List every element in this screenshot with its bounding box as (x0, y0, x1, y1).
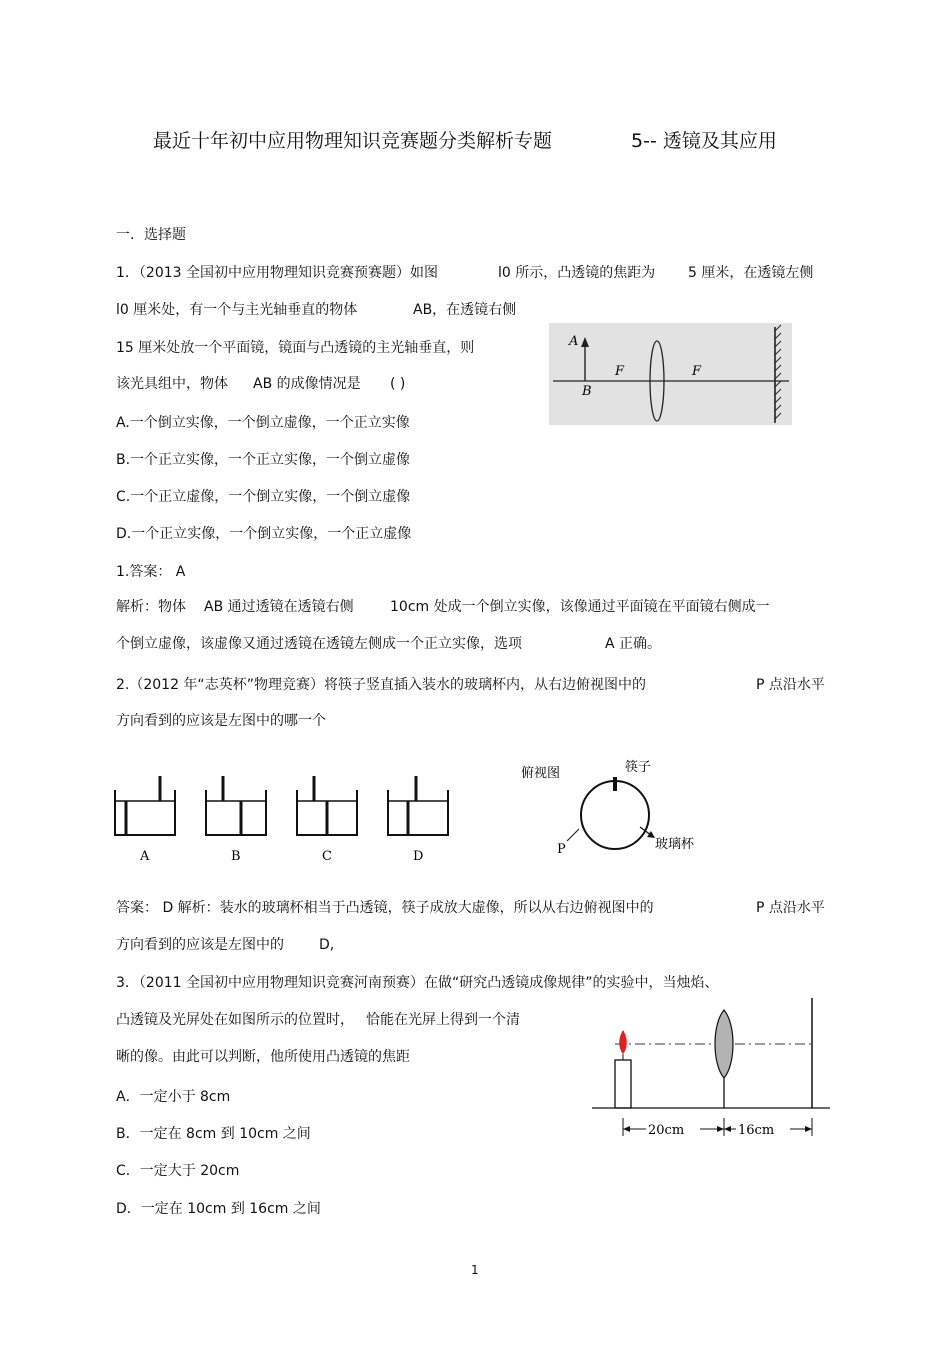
cup-label-c: C (322, 849, 332, 864)
q2-answer-2b: D, (319, 937, 335, 953)
q1-line-4c: ( ) (390, 376, 406, 392)
q1-explanation-1a: 解析：物体 (116, 599, 186, 615)
q3-option-c: C．一定大于 20cm (116, 1163, 240, 1179)
glass-circle (581, 781, 649, 849)
top-view-label: 俯视图 (521, 766, 561, 781)
chopstick-label: 筷子 (625, 760, 652, 775)
q2-answer-1b: P 点沿水平 (756, 900, 825, 916)
label-b: B (582, 384, 592, 399)
section-heading: 一．选择题 (116, 227, 186, 243)
arrow-head-icon (717, 1126, 724, 1132)
q1-explanation-1c: 10cm 处成一个倒立实像，该像通过平面镜在平面镜右侧成一 (390, 599, 770, 615)
cup-label-b: B (231, 849, 241, 864)
q1-option-d: D.一个正立实像，一个倒立实像，一个正立虚像 (116, 526, 412, 542)
q3-line-1: 3．（2011 全国初中应用物理知识竞赛河南预赛）在做“研究凸透镜成像规律”的实验中，当烛焰、 (116, 975, 719, 991)
q1-explanation-1b: AB 通过透镜在透镜右侧 (204, 599, 354, 615)
arrow-head-icon (623, 1126, 630, 1132)
q2-line-1b: P 点沿水平 (756, 677, 825, 693)
focus-left: F (615, 364, 625, 379)
convex-lens (715, 1010, 733, 1078)
page-number: 1 (471, 1263, 479, 1277)
focus-right: F (692, 364, 702, 379)
q3-option-d: D．一定在 10cm 到 16cm 之间 (116, 1201, 321, 1217)
q2-line-2: 方向看到的应该是左图中的哪一个 (116, 713, 326, 729)
q1-explanation-2b: A 正确。 (605, 636, 662, 652)
q1-line-1b: l0 所示，凸透镜的焦距为 (498, 265, 656, 281)
q2-top-view-figure (515, 755, 715, 860)
cup-label-a: A (140, 849, 150, 864)
q1-line-4b: AB 的成像情况是 (253, 376, 361, 392)
q2-answer-2a: 方向看到的应该是左图中的 (116, 937, 284, 953)
q1-answer: 1.答案： A (116, 564, 186, 580)
arrow-head-icon (805, 1126, 812, 1132)
distance-label-1: 20cm (648, 1123, 685, 1138)
point-p-label: P (557, 842, 566, 857)
q3-line-3: 晰的像。由此可以判断，他所使用凸透镜的焦距 (116, 1049, 410, 1065)
q1-line-2b: AB，在透镜右侧 (413, 302, 517, 318)
candle (615, 1060, 631, 1108)
cup-c (297, 776, 357, 864)
q3-line-2a: 凸透镜及光屏处在如图所示的位置时， (116, 1012, 354, 1028)
q3-line-2b: 恰能在光屏上得到一个清 (366, 1012, 520, 1028)
q1-option-c: C.一个正立虚像，一个倒立实像，一个倒立虚像 (116, 489, 411, 505)
q1-line-1a: 1．（2013 全国初中应用物理知识竞赛预赛题）如图 (116, 265, 438, 281)
cup-d (388, 776, 448, 864)
cup-a (115, 776, 175, 864)
q1-line-3: 15 厘米处放一个平面镜，镜面与凸透镜的主光轴垂直，则 (116, 340, 475, 356)
arrow-head-icon (647, 831, 655, 838)
q1-line-1c: 5 厘米，在透镜左侧 (688, 265, 814, 281)
q3-optical-bench-figure (590, 996, 835, 1146)
q3-option-a: A．一定小于 8cm (116, 1089, 231, 1105)
p-pointer (567, 829, 579, 841)
q1-explanation-2a: 个倒立虚像，该虚像又通过透镜在透镜左侧成一个正立实像，选项 (116, 636, 522, 652)
distance-label-2: 16cm (738, 1123, 775, 1138)
glass-label: 玻璃杯 (655, 837, 695, 852)
q1-line-2a: l0 厘米处，有一个与主光轴垂直的物体 (116, 302, 358, 318)
q3-option-b: B．一定在 8cm 到 10cm 之间 (116, 1126, 311, 1142)
q2-line-1a: 2.（2012 年“志英杯”物理竞赛）将筷子竖直插入装水的玻璃杯内，从右边俯视图中的 (116, 677, 646, 693)
q1-option-a: A.一个倒立实像，一个倒立虚像，一个正立实像 (116, 415, 410, 431)
cup-label-d: D (413, 849, 424, 864)
q2-cups-figure (110, 770, 460, 870)
label-a: A (569, 334, 579, 349)
q1-lens-figure (549, 323, 792, 425)
cup-b (206, 776, 266, 864)
flame-icon (619, 1030, 627, 1054)
page-title: 最近十年初中应用物理知识竞赛题分类解析专题 (153, 130, 553, 152)
page-title-part: 5-- 透镜及其应用 (631, 130, 777, 152)
q1-line-4a: 该光具组中，物体 (116, 376, 228, 392)
q1-option-b: B.一个正立实像，一个正立实像，一个倒立虚像 (116, 452, 411, 468)
q2-answer-1a: 答案： D 解析：装水的玻璃杯相当于凸透镜，筷子成放大虚像，所以从右边俯视图中的 (116, 900, 654, 916)
